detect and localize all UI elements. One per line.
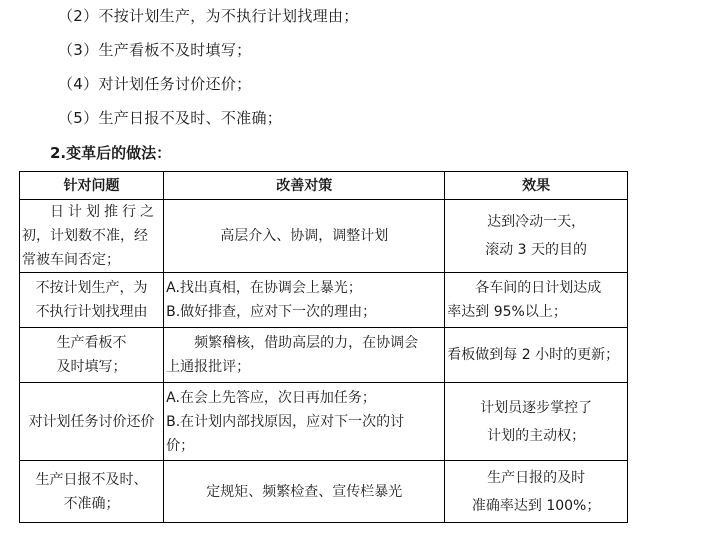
cell-line: 率达到 95%以上； [447, 304, 567, 320]
cell-line: 生产日报不及时、 [35, 471, 148, 488]
measure-cell [164, 383, 445, 461]
cell-line: 计划员逐步掌控了 [480, 399, 593, 416]
table-row [20, 461, 628, 523]
measure-cell [164, 200, 445, 273]
cell-line: 生产日报的及时 [487, 469, 586, 486]
effect-cell [445, 328, 628, 383]
measure-cell [164, 328, 445, 383]
header-problem: 针对问题 [20, 172, 164, 200]
cell-line: 上通报批评； [166, 359, 251, 375]
table-header-row [20, 172, 628, 200]
cell-line: A.在会上先答应，次日再加任务； [166, 389, 376, 406]
cell-line: 常被车间否定； [22, 252, 120, 268]
table-row [20, 200, 628, 273]
cell-line: 看板做到每 2 小时的更新； [447, 347, 620, 363]
cell-line: B.做好排查，应对下一次的理由； [166, 304, 377, 320]
effect-cell [445, 461, 628, 523]
cell-line: 高层介入、协调，调整计划 [220, 228, 389, 244]
cell-line: 价； [166, 437, 195, 454]
problem-cell [20, 328, 164, 383]
problem-cell [20, 383, 164, 461]
cell-line: 对计划任务讨价还价 [28, 413, 155, 430]
improvement-table [19, 171, 628, 523]
cell-line: A.找出真相，在协调会上暴光； [166, 280, 362, 296]
cell-line: 频繁稽核，借助高层的力，在协调会 [194, 335, 419, 351]
list-item-5: （5）生产日报不及时、不准确； [58, 109, 283, 127]
cell-line: 日计划推行之 [50, 204, 158, 220]
header-effect: 效果 [445, 172, 628, 200]
list-item-2: （2）不按计划生产，为不执行计划找理由； [58, 7, 359, 25]
cell-line: 不准确； [63, 495, 120, 512]
cell-line: 生产看板不 [56, 335, 127, 351]
cell-line: 达到冷动一天， [487, 214, 586, 230]
list-item-3: （3）生产看板不及时填写； [58, 41, 252, 59]
table-row [20, 273, 628, 328]
measure-cell [164, 273, 445, 328]
table-row [20, 383, 628, 461]
cell-line: 及时填写； [56, 359, 127, 375]
effect-cell [445, 383, 628, 461]
measure-cell [164, 461, 445, 523]
cell-line: 准确率达到 100%； [471, 497, 601, 514]
table-row [20, 328, 628, 383]
section-heading: 2.变革后的做法： [50, 144, 172, 162]
list-item-4: （4）对计划任务讨价还价； [58, 75, 252, 93]
cell-line: 不执行计划找理由 [35, 304, 148, 320]
header-measure: 改善对策 [164, 172, 445, 200]
problem-cell [20, 200, 164, 273]
effect-cell [445, 273, 628, 328]
cell-line: 滚动 3 天的目的 [485, 242, 588, 258]
effect-cell [445, 200, 628, 273]
problem-cell [20, 461, 164, 523]
cell-line: 定规矩、频繁检查、宣传栏暴光 [206, 483, 403, 500]
cell-line: 初，计划数不准，经 [22, 228, 148, 244]
cell-line: 计划的主动权； [487, 427, 586, 444]
cell-line: 各车间的日计划达成 [475, 280, 602, 296]
cell-line: B.在计划内部找原因，应对下一次的讨 [166, 413, 405, 430]
problem-cell [20, 273, 164, 328]
cell-line: 不按计划生产，为 [35, 280, 148, 296]
